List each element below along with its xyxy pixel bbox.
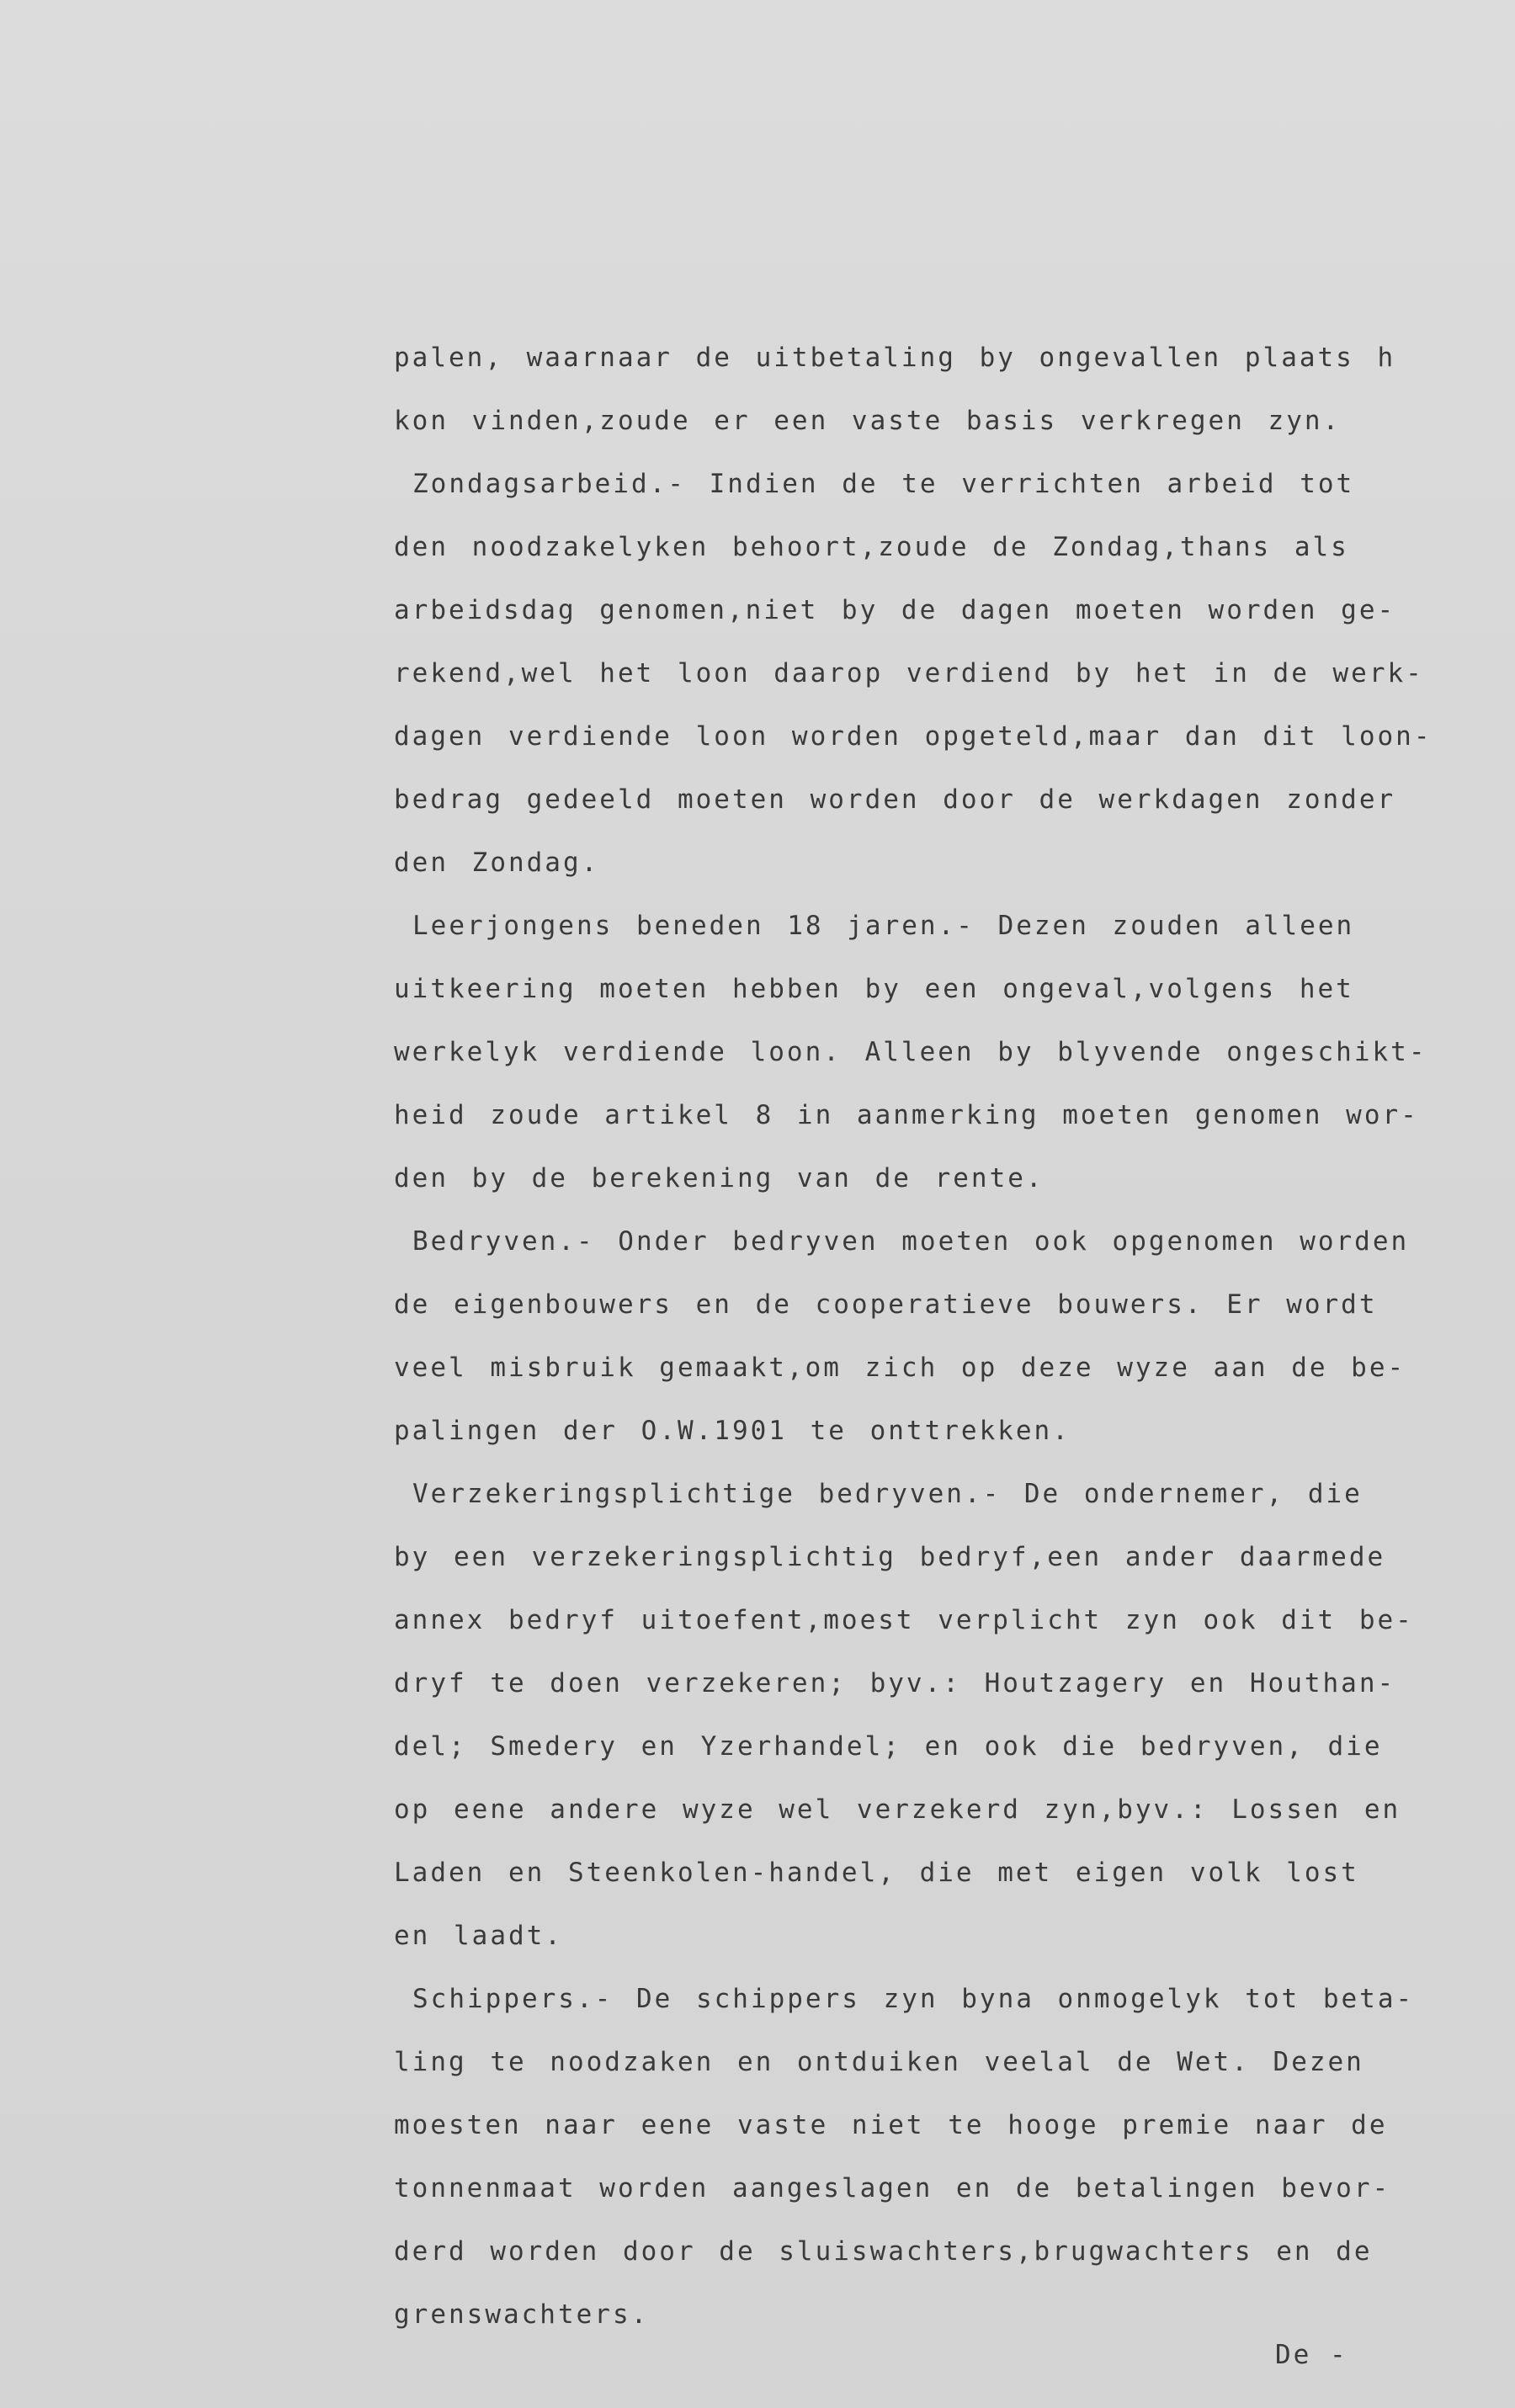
text-line: by een verzekeringsplichtig bedryf,een ander daarmede [394,1542,1386,1572]
text-line: ling te noodzaken en ontduiken veelal de Wet. Dezen [394,2047,1364,2077]
text-line: annex bedryf uitoefent,moest verplicht zyn ook dit be- [394,1605,1414,1635]
text-line: den noodzakelyken behoort,zoude de Zondag,thans als [394,532,1349,562]
text-line: rekend,wel het loon daarop verdiend by het in de werk- [394,658,1424,688]
paragraph-heading-line: Zondagsarbeid.- Indien de te verrichten arbeid tot [412,469,1355,499]
text-line: arbeidsdag genomen,niet by de dagen moeten worden ge- [394,595,1396,625]
text-line: dagen verdiende loon worden opgeteld,maar dan dit loon- [394,721,1433,752]
text-line: dryf te doen verzekeren; byv.: Houtzagery en Houthan- [394,1668,1396,1698]
text-line: den by de berekening van de rente. [394,1163,1045,1193]
text-line: werkelyk verdiende loon. Alleen by blyvende ongeschikt- [394,1037,1427,1067]
text-line: Laden en Steenkolen-handel, die met eigen volk lost [394,1858,1359,1888]
text-line: bedrag gedeeld moeten worden door de werkdagen zonder [394,784,1396,815]
text-line: den Zondag. [394,848,600,878]
text-line: veel misbruik gemaakt,om zich op deze wyze aan de be- [394,1353,1406,1383]
text-line: heid zoude artikel 8 in aanmerking moeten genomen wor- [394,1100,1419,1130]
text-line: derd worden door de sluiswachters,brugwachters en de [394,2236,1373,2267]
paragraph-heading-line: Schippers.- De schippers zyn byna onmogelyk tot beta- [412,1984,1415,2014]
text-line: op eene andere wyze wel verzekerd zyn,byv.: Lossen en [394,1794,1401,1825]
text-line: palen, waarnaar de uitbetaling by ongevallen plaats h [394,343,1396,373]
text-line: en laadt. [394,1921,563,1951]
text-line: kon vinden,zoude er een vaste basis verkregen zyn. [394,406,1342,436]
text-line: del; Smedery en Yzerhandel; en ook die bedryven, die [394,1731,1383,1762]
text-line: moesten naar eene vaste niet te hooge premie naar de [394,2110,1388,2140]
text-line: palingen der O.W.1901 te onttrekken. [394,1416,1071,1446]
text-line: tonnenmaat worden aangeslagen en de betalingen bevor- [394,2173,1391,2203]
paragraph-heading-line: Verzekeringsplichtige bedryven.- De ondernemer, die [412,1479,1363,1509]
typed-text-body [394,327,1454,2347]
catchword: De - [1275,2340,1348,2370]
paragraph-heading-line: Leerjongens beneden 18 jaren.- Dezen zouden alleen [412,911,1355,941]
text-line: uitkeering moeten hebben by een ongeval,volgens het [394,974,1354,1004]
paragraph-heading-line: Bedryven.- Onder bedryven moeten ook opgenomen worden [412,1226,1410,1257]
text-line: grenswachters. [394,2299,650,2330]
text-line: de eigenbouwers en de cooperatieve bouwers. Er wordt [394,1289,1378,1320]
